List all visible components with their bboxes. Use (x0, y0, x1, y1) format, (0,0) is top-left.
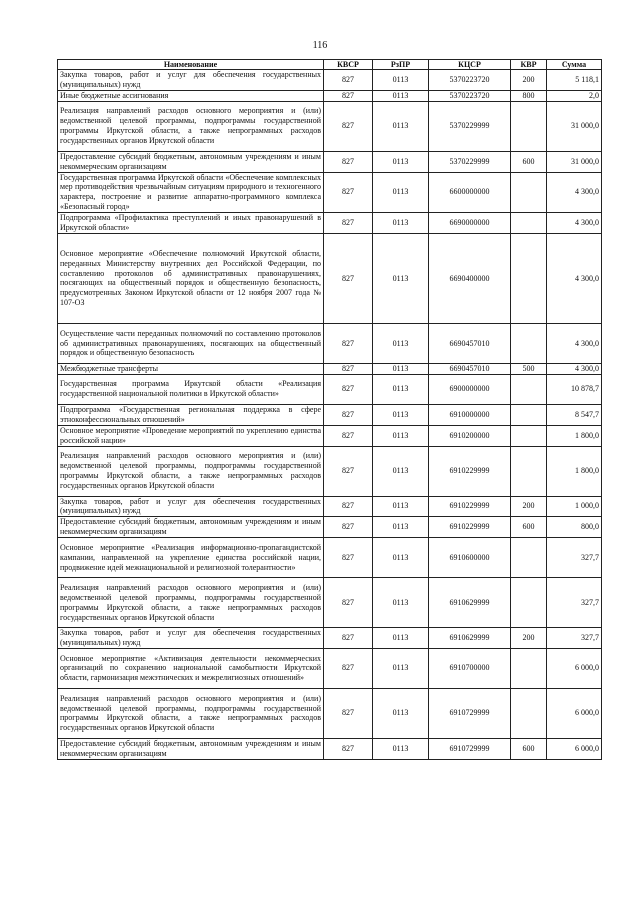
row-rzpr: 0113 (373, 323, 429, 363)
header-name: Наименование (58, 60, 324, 70)
row-sum: 4 300,0 (547, 323, 602, 363)
budget-table (57, 59, 602, 760)
table-row (58, 101, 602, 151)
table-row (58, 496, 602, 517)
row-sum: 327,7 (547, 578, 602, 628)
row-kvsr: 827 (324, 628, 373, 649)
row-kvsr: 827 (324, 151, 373, 172)
row-rzpr: 0113 (373, 363, 429, 374)
row-kvsr: 827 (324, 172, 373, 213)
row-kvsr: 827 (324, 425, 373, 446)
row-name: Иные бюджетные ассигнования (58, 90, 324, 101)
table-header-row (58, 60, 602, 70)
row-kcsr: 6910729999 (429, 688, 511, 738)
row-name: Предоставление субсидий бюджетным, автономным учреждениям и иным некоммерческим организациям (58, 517, 324, 538)
row-rzpr: 0113 (373, 738, 429, 759)
row-kvsr: 827 (324, 90, 373, 101)
row-kvr (511, 688, 547, 738)
table-row (58, 70, 602, 91)
header-kvr: КВР (511, 60, 547, 70)
row-rzpr: 0113 (373, 538, 429, 578)
row-kcsr: 6910700000 (429, 648, 511, 688)
row-kvr (511, 425, 547, 446)
table-row (58, 90, 602, 101)
row-kcsr: 6910629999 (429, 578, 511, 628)
row-kvsr: 827 (324, 323, 373, 363)
row-kvsr: 827 (324, 363, 373, 374)
row-sum: 4 300,0 (547, 363, 602, 374)
row-kvr: 200 (511, 70, 547, 91)
row-kvr (511, 213, 547, 234)
row-kcsr: 6690457010 (429, 363, 511, 374)
row-kvr: 500 (511, 363, 547, 374)
row-sum: 6 000,0 (547, 738, 602, 759)
row-kcsr: 5370223720 (429, 90, 511, 101)
row-kvsr: 827 (324, 233, 373, 323)
table-row (58, 172, 602, 213)
header-rzpr: РзПР (373, 60, 429, 70)
row-name: Осуществление части переданных полномочий по составлению протоколов об административных правонарушениях, посягающих на общественный порядок и общественную безопасность (58, 323, 324, 363)
row-kcsr: 6910600000 (429, 538, 511, 578)
row-name: Реализация направлений расходов основного мероприятия и (или) ведомственной целевой программы, подпрограммы государственной программы Иркутской области, а также непрограммных расходов государственных органов Иркутской области (58, 688, 324, 738)
row-kvsr: 827 (324, 70, 373, 91)
row-kcsr: 6910000000 (429, 404, 511, 425)
row-kvr (511, 101, 547, 151)
row-sum: 10 878,7 (547, 374, 602, 404)
row-kvsr: 827 (324, 517, 373, 538)
row-kcsr: 6910229999 (429, 496, 511, 517)
row-kvr (511, 323, 547, 363)
row-kvr (511, 374, 547, 404)
row-name: Предоставление субсидий бюджетным, автономным учреждениям и иным некоммерческим организациям (58, 151, 324, 172)
row-name: Закупка товаров, работ и услуг для обеспечения государственных (муниципальных) нужд (58, 496, 324, 517)
row-rzpr: 0113 (373, 688, 429, 738)
row-name: Закупка товаров, работ и услуг для обеспечения государственных (муниципальных) нужд (58, 70, 324, 91)
row-name: Основное мероприятие «Реализация информационно-пропагандистской кампании, направленной на укрепление единства российской нации, продвижение идей межнациональной и религиозной толерантности» (58, 538, 324, 578)
row-kvsr: 827 (324, 688, 373, 738)
row-sum: 4 300,0 (547, 213, 602, 234)
row-sum: 4 300,0 (547, 233, 602, 323)
row-name: Реализация направлений расходов основного мероприятия и (или) ведомственной целевой программы, подпрограммы государственной программы Иркутской области, а также непрограммных расходов государственных органов Иркутской области (58, 101, 324, 151)
row-kvsr: 827 (324, 738, 373, 759)
row-kcsr: 6690400000 (429, 233, 511, 323)
row-rzpr: 0113 (373, 374, 429, 404)
row-kvsr: 827 (324, 213, 373, 234)
row-kvsr: 827 (324, 648, 373, 688)
row-kvsr: 827 (324, 538, 373, 578)
row-rzpr: 0113 (373, 233, 429, 323)
row-rzpr: 0113 (373, 101, 429, 151)
table-row (58, 213, 602, 234)
row-sum: 6 000,0 (547, 688, 602, 738)
row-kvr (511, 446, 547, 496)
row-rzpr: 0113 (373, 446, 429, 496)
table-row (58, 363, 602, 374)
table-row (58, 738, 602, 759)
row-kvr: 200 (511, 628, 547, 649)
row-name: Межбюджетные трансферты (58, 363, 324, 374)
row-name: Закупка товаров, работ и услуг для обеспечения государственных (муниципальных) нужд (58, 628, 324, 649)
row-kcsr: 5370223720 (429, 70, 511, 91)
row-sum: 800,0 (547, 517, 602, 538)
row-name: Основное мероприятие «Активизация деятельности некоммерческих организаций по сохранению национальной самобытности Иркутской области, гармонизация межэтнических и межрелигиозных отношений» (58, 648, 324, 688)
row-kvr (511, 538, 547, 578)
table-row (58, 233, 602, 323)
row-kvr: 600 (511, 738, 547, 759)
row-sum: 2,0 (547, 90, 602, 101)
row-kcsr: 6900000000 (429, 374, 511, 404)
row-name: Государственная программа Иркутской области «Обеспечение комплексных мер противодействия чрезвычайным ситуациям природного и техногенного характера, построение и развитие аппаратно-программного комплекса «Безопасный город» (58, 172, 324, 213)
header-sum: Сумма (547, 60, 602, 70)
table-row (58, 323, 602, 363)
row-rzpr: 0113 (373, 648, 429, 688)
row-name: Основное мероприятие «Обеспечение полномочий Иркутской области, переданных Министерству внутренних дел Российской Федерации, по составлению протоколов об административных правонарушениях, посягающих на общественный порядок и общественную безопасность, предусмотренных Законом Иркутской области от 12 ноября 2007 года № 107-ОЗ (58, 233, 324, 323)
table-row (58, 517, 602, 538)
row-sum: 327,7 (547, 628, 602, 649)
row-sum: 6 000,0 (547, 648, 602, 688)
table-row (58, 151, 602, 172)
table-body (58, 70, 602, 760)
row-name: Основное мероприятие «Проведение мероприятий по укреплению единства российской нации» (58, 425, 324, 446)
row-kvr: 200 (511, 496, 547, 517)
row-sum: 8 547,7 (547, 404, 602, 425)
row-kvr (511, 578, 547, 628)
table-row (58, 374, 602, 404)
row-kvsr: 827 (324, 578, 373, 628)
row-kvr (511, 404, 547, 425)
row-rzpr: 0113 (373, 90, 429, 101)
row-sum: 31 000,0 (547, 151, 602, 172)
row-sum: 1 800,0 (547, 446, 602, 496)
row-sum: 1 000,0 (547, 496, 602, 517)
row-kcsr: 5370229999 (429, 101, 511, 151)
row-rzpr: 0113 (373, 213, 429, 234)
row-kcsr: 6910200000 (429, 425, 511, 446)
header-kvsr: КВСР (324, 60, 373, 70)
row-rzpr: 0113 (373, 151, 429, 172)
row-sum: 31 000,0 (547, 101, 602, 151)
row-name: Государственная программа Иркутской области «Реализация государственной национальной политики в Иркутской области» (58, 374, 324, 404)
row-name: Реализация направлений расходов основного мероприятия и (или) ведомственной целевой программы, подпрограммы государственной программы Иркутской области, а также непрограммных расходов государственных органов Иркутской области (58, 446, 324, 496)
row-rzpr: 0113 (373, 517, 429, 538)
header-kcsr: КЦСР (429, 60, 511, 70)
row-sum: 5 118,1 (547, 70, 602, 91)
row-rzpr: 0113 (373, 496, 429, 517)
row-rzpr: 0113 (373, 578, 429, 628)
row-rzpr: 0113 (373, 404, 429, 425)
table-row (58, 688, 602, 738)
table-row (58, 538, 602, 578)
row-kvr: 800 (511, 90, 547, 101)
row-rzpr: 0113 (373, 425, 429, 446)
row-name: Реализация направлений расходов основного мероприятия и (или) ведомственной целевой программы, подпрограммы государственной программы Иркутской области, а также непрограммных расходов государственных органов Иркутской области (58, 578, 324, 628)
row-rzpr: 0113 (373, 628, 429, 649)
table-row (58, 446, 602, 496)
row-kvr (511, 233, 547, 323)
row-kvsr: 827 (324, 404, 373, 425)
row-kvr: 600 (511, 151, 547, 172)
row-kvr (511, 648, 547, 688)
row-kcsr: 6910229999 (429, 446, 511, 496)
row-kvsr: 827 (324, 101, 373, 151)
row-kcsr: 6600000000 (429, 172, 511, 213)
row-name: Предоставление субсидий бюджетным, автономным учреждениям и иным некоммерческим организациям (58, 738, 324, 759)
row-rzpr: 0113 (373, 70, 429, 91)
row-kvr (511, 172, 547, 213)
row-sum: 4 300,0 (547, 172, 602, 213)
page-number: 116 (312, 40, 328, 51)
row-kcsr: 6910729999 (429, 738, 511, 759)
row-kvsr: 827 (324, 374, 373, 404)
row-kvsr: 827 (324, 446, 373, 496)
row-rzpr: 0113 (373, 172, 429, 213)
table-row (58, 425, 602, 446)
row-kvsr: 827 (324, 496, 373, 517)
table-row (58, 404, 602, 425)
row-kcsr: 6690457010 (429, 323, 511, 363)
row-name: Подпрограмма «Государственная региональная поддержка в сфере этноконфессиональных отношений» (58, 404, 324, 425)
row-kcsr: 6910629999 (429, 628, 511, 649)
row-sum: 1 800,0 (547, 425, 602, 446)
table-row (58, 628, 602, 649)
table-row (58, 578, 602, 628)
row-kvr: 600 (511, 517, 547, 538)
row-sum: 327,7 (547, 538, 602, 578)
row-name: Подпрограмма «Профилактика преступлений и иных правонарушений в Иркутской области» (58, 213, 324, 234)
row-kcsr: 5370229999 (429, 151, 511, 172)
row-kcsr: 6690000000 (429, 213, 511, 234)
table-row (58, 648, 602, 688)
row-kcsr: 6910229999 (429, 517, 511, 538)
